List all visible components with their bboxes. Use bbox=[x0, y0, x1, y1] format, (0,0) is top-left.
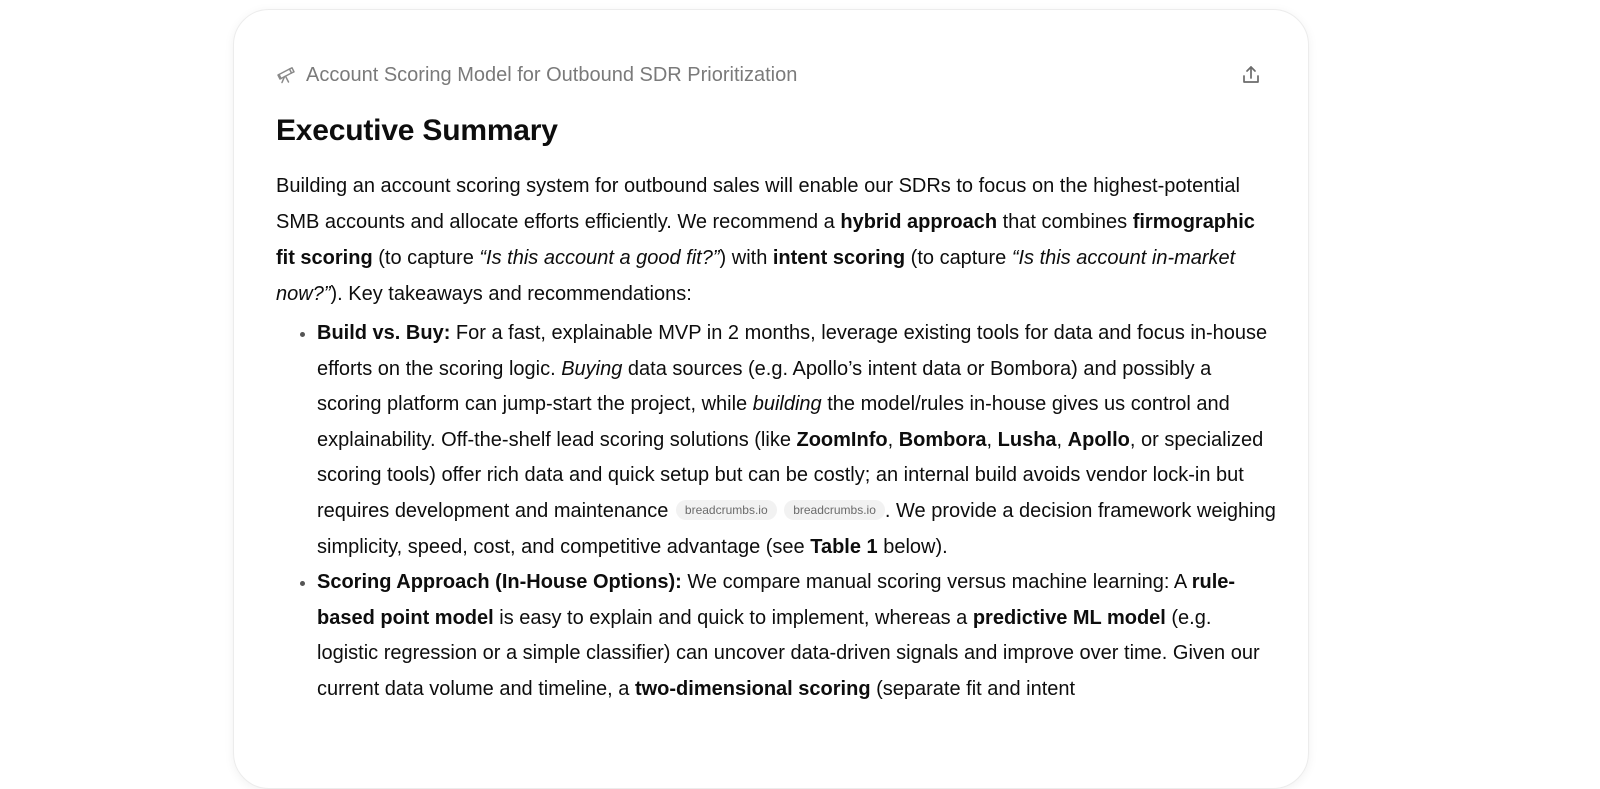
share-button[interactable] bbox=[1236, 60, 1266, 90]
share-icon bbox=[1240, 64, 1262, 86]
document-card bbox=[233, 9, 1309, 789]
document-title: Account Scoring Model for Outbound SDR Prioritization bbox=[306, 64, 798, 86]
takeaways-list bbox=[276, 316, 1276, 708]
section-heading: Executive Summary bbox=[276, 114, 558, 147]
telescope-icon bbox=[276, 65, 296, 85]
citation-chip[interactable]: breadcrumbs.io bbox=[784, 500, 885, 520]
list-item-build-vs-buy: • Build vs. Buy: For a fast, explainable MVP in 2 months, leverage existing tools for data and focus in-house efforts on the scoring logic. Buying data sources (e.g. Apollo’s intent data or Bombora) and possibly a scoring platform can jump-start the project, while building the model/rules in-house gives us control and explainability. Off-the-shelf lead scoring solutions (like ZoomInfo, Bombora, Lusha, Apollo, or specialized scoring tools) offer rich data and quick setup but can be costly; an internal build avoids vendor lock-in but requires development and maintenance breadcrumbs.io breadcrumbs.io . We provide a decision framework weighing simplicity, speed, cost, and competitive advantage (see Table 1 below). bbox=[317, 316, 1276, 565]
citation-chip[interactable]: breadcrumbs.io bbox=[676, 500, 777, 520]
intro-paragraph: Building an account scoring system for outbound sales will enable our SDRs to focus on the highest-potential SMB accounts and allocate efforts efficiently. We recommend a hybrid approach that combines firmographic fit scoring (to capture “Is this account a good fit?”) with intent scoring (to capture “Is this account in-market now?”). Key takeaways and recommendations: bbox=[276, 175, 1255, 305]
list-item-scoring-approach: • Scoring Approach (In-House Options): We compare manual scoring versus machine learning: A rule-based point model is easy to explain and quick to implement, whereas a predictive ML model (e.g. logistic regression or a simple classifier) can uncover data-driven signals and improve over time. Given our current data volume and timeline, a two-dimensional scoring (separate fit and intent bbox=[317, 565, 1276, 707]
document-body bbox=[276, 110, 1276, 708]
document-header bbox=[276, 60, 1266, 90]
